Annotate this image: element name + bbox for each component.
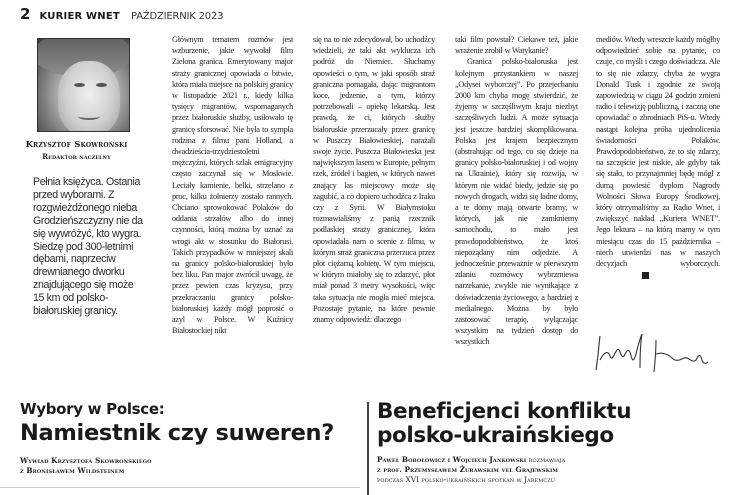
masthead xyxy=(20,4,223,23)
headline-right[interactable] xyxy=(377,400,707,448)
byline-right xyxy=(377,455,737,484)
lead-text: Pełnia księżyca. Ostania przed wyborami. Z rozgwieżdżonego nieba Grodzieńszczyzny nie da się wywróżyć, kto wygra. Siedzę pod 300-letnimi dębami, naprzeciw drewnianego dworku znajdującego się może 15 km od polsko-białoruskiej granicy. xyxy=(33,176,143,318)
author-name: Krzysztof Skowroński xyxy=(25,140,128,150)
article-column-1 xyxy=(172,34,293,336)
paper-name: KURIER WNET xyxy=(39,11,120,22)
bottom-rule xyxy=(0,487,360,488)
byline-right-line xyxy=(377,455,737,465)
article-paragraph: Głównym tematem rozmów jest wzburzenie, jakie wywołał film Zielona granica. Emerytowany major straży granicznej opowiada o bitwie, która miała miejsce na polskiej granicy w listopadzie 2021 r., kiedy kilka tysięcy migrantów, wspomaganych przez białoruskie służby, usiłowało tę granicę sforsować. Nie była to sympla rodzina z filmu pani Holland, a dwadzieścia-trzydziestoletni mężczyźni, których szlak emigracyjny często zaczynał się w Moskwie. Leciały kamienie, belki, strzelano z proc, kilku żołnierzy zostało rannych. Chciano sprowokować Polaków do oddania strzałów albo do innej czynności, którą można by uznać za wrogi akt w stosunku do Białorusi. Takich przypadków w mniejszej skali na granicy polsko-białoruskiej było bez liku. Pan major zwrócił uwagę, że przez pewien czas kryzysu, przy przekraczaniu granicy polsko-białoruskiej każdy mógł poprosić o azyl w Polsce. W Kuźnicy Białostockiej nikt xyxy=(172,35,293,336)
column-divider xyxy=(367,402,369,495)
article-column-3 xyxy=(455,34,578,348)
signature-stroke xyxy=(654,340,708,372)
author-role: Redaktor naczelny xyxy=(42,152,111,161)
author-photo-eye xyxy=(96,83,107,87)
end-of-article-icon xyxy=(642,272,649,279)
author-photo-mouth xyxy=(78,113,100,120)
headline-left[interactable]: Namiestnik czy suweren? xyxy=(20,420,335,446)
author-photo-face xyxy=(58,61,120,132)
issue-date: PAŹDZIERNIK 2023 xyxy=(131,11,224,22)
author-block xyxy=(10,140,143,161)
byline-left xyxy=(20,456,152,476)
byline-right-line xyxy=(377,465,737,475)
headline-right-line: Beneficjenci konfliktu xyxy=(377,399,632,424)
byline-left-line: z Bronisławem Wildsteinem xyxy=(20,466,125,475)
signature-stroke xyxy=(596,334,642,370)
author-photo-eye xyxy=(74,83,85,87)
author-photo xyxy=(37,38,130,132)
byline-names: Paweł Bobołowicz i Wojciech Jankowski xyxy=(377,455,527,464)
byline-right-line: podczas XVI polsko-ukraińskich spotkań w Jaremczu xyxy=(377,474,556,484)
article-paragraph-text: mediów. Wtedy wreszcie każdy mógłby odpowiedzieć sobie na pytanie, co czuje, co myśli i czego doświadcza. Ale to się nie zdarzy, chyba że wygra Donald Tusk i zgodnie ze swoją zapowiedzią w ciągu 24 godzin zmieni radio i telewizję publiczną, i zaczną one opowiadać o zbrodniach PiS-u. Wtedy nastąpi kolejna próba ujednolicenia świadomości Polaków. Prawdopodobieństwo, że to się zdarzy, na szczęście jest niskie, ale gdyby tak się stało, to przynajmniej będę mógł z dumą powiesić dyplom Nagrody Wolności Słowa Europy Środkowej, który otrzymaliśmy za Radio Wnet, i zwiększyć nakład „Kuriera WNET”. Jego lektura – na którą mamy w tym miesiącu czas do 15 października – niech utwierdzi nas w naszych decyzjach wyborczych. xyxy=(596,35,720,269)
article-paragraph: się na to nie zdecydował, bo uchodźcy wiedzieli, że taki akt wyklucza ich podróż do Niemiec. Słuchamy opowieści o tym, w jaki sposób straż graniczna pomagała, dając migrantom koce, jedzenie, a tym, którzy potrzebowali – opiekę lekarską. Jest prawdą, że ci, których służby białoruskie przerzucały przez granicę w Puszczy Białowieskiej, narażali swoje życie. Puszcza Białowieska jest największym lasem w Europie, pełnym rzek, źródeł i bagien, w których nawet znający las miejscowy może się zagubić, a co dopiero uchodźca z Iraku czy z Syrii. W Białymstoku rozmawialiśmy z panią rzecznik podlaskiej straży granicznej, która opowiadała nam o scenie z filmu, w którym straż graniczna przerzuca przez płot ciężarną kobietę. W tym miejscu, w którym miałoby się to zdarzyć, płot miał ponad 3 metry wysokości, więc taka sytuacja nie mogła mieć miejsca. Pozostaje pytanie, na które pewnie znamy odpowiedź: dlaczego xyxy=(313,35,435,325)
article-column-4 xyxy=(596,34,720,280)
author-signature xyxy=(590,330,710,374)
page-number: 2 xyxy=(20,5,31,23)
article-paragraph: Granica polsko-białoruska jest kolejnym przystankiem w naszej „Odysei wyborczej”. Po przejechaniu 2000 km chyba mogę stwierdzić, że żyjemy w szczęśliwym kraju niezbyt szczęśliwych ludzi. A może sytuacja jest jeszcze bardziej skomplikowana. Polska jest krajem bezpiecznym (abstrahując od tego, co się dzieje na granicy polsko-białoruskiej i od wojny na Ukrainie), który się rozwija, w którym nie widać biedy, jedzie się po nowych drogach, widzi się ładne domy, a te domy mają otwarte bramy, w których, jak nie zamkniemy samochodu, to mało jest prawdopodobieństwo, że ktoś niepożądany nim odjedzie. A jednocześnie przeważnie w pierwszym zdaniu rozmówcy wybrzmiewa narzekanie, zwykle nie wynikające z doświadczenia życiowego, a bardziej z medialnego. Można by było zastosować terapię, wyłączając wszystkim na tydzień dostęp do wszystkich xyxy=(455,57,578,347)
byline-interviewee: z prof. Przemysławem Żurawskim vel Grajewskim xyxy=(377,464,558,474)
byline-left-line: Wywiad Krzysztofa Skowrońskiego xyxy=(20,456,152,465)
kicker-heading: Wybory w Polsce: xyxy=(20,400,165,418)
headline-right-line: polsko-ukraińskiego xyxy=(377,423,614,448)
byline-verb: rozmawiają xyxy=(528,455,566,464)
article-column-2 xyxy=(313,34,435,325)
article-paragraph: taki film powstał? Ciekawe też, jakie wrażenie zrobił w Watykanie? xyxy=(455,35,578,56)
article-paragraph xyxy=(596,34,720,280)
